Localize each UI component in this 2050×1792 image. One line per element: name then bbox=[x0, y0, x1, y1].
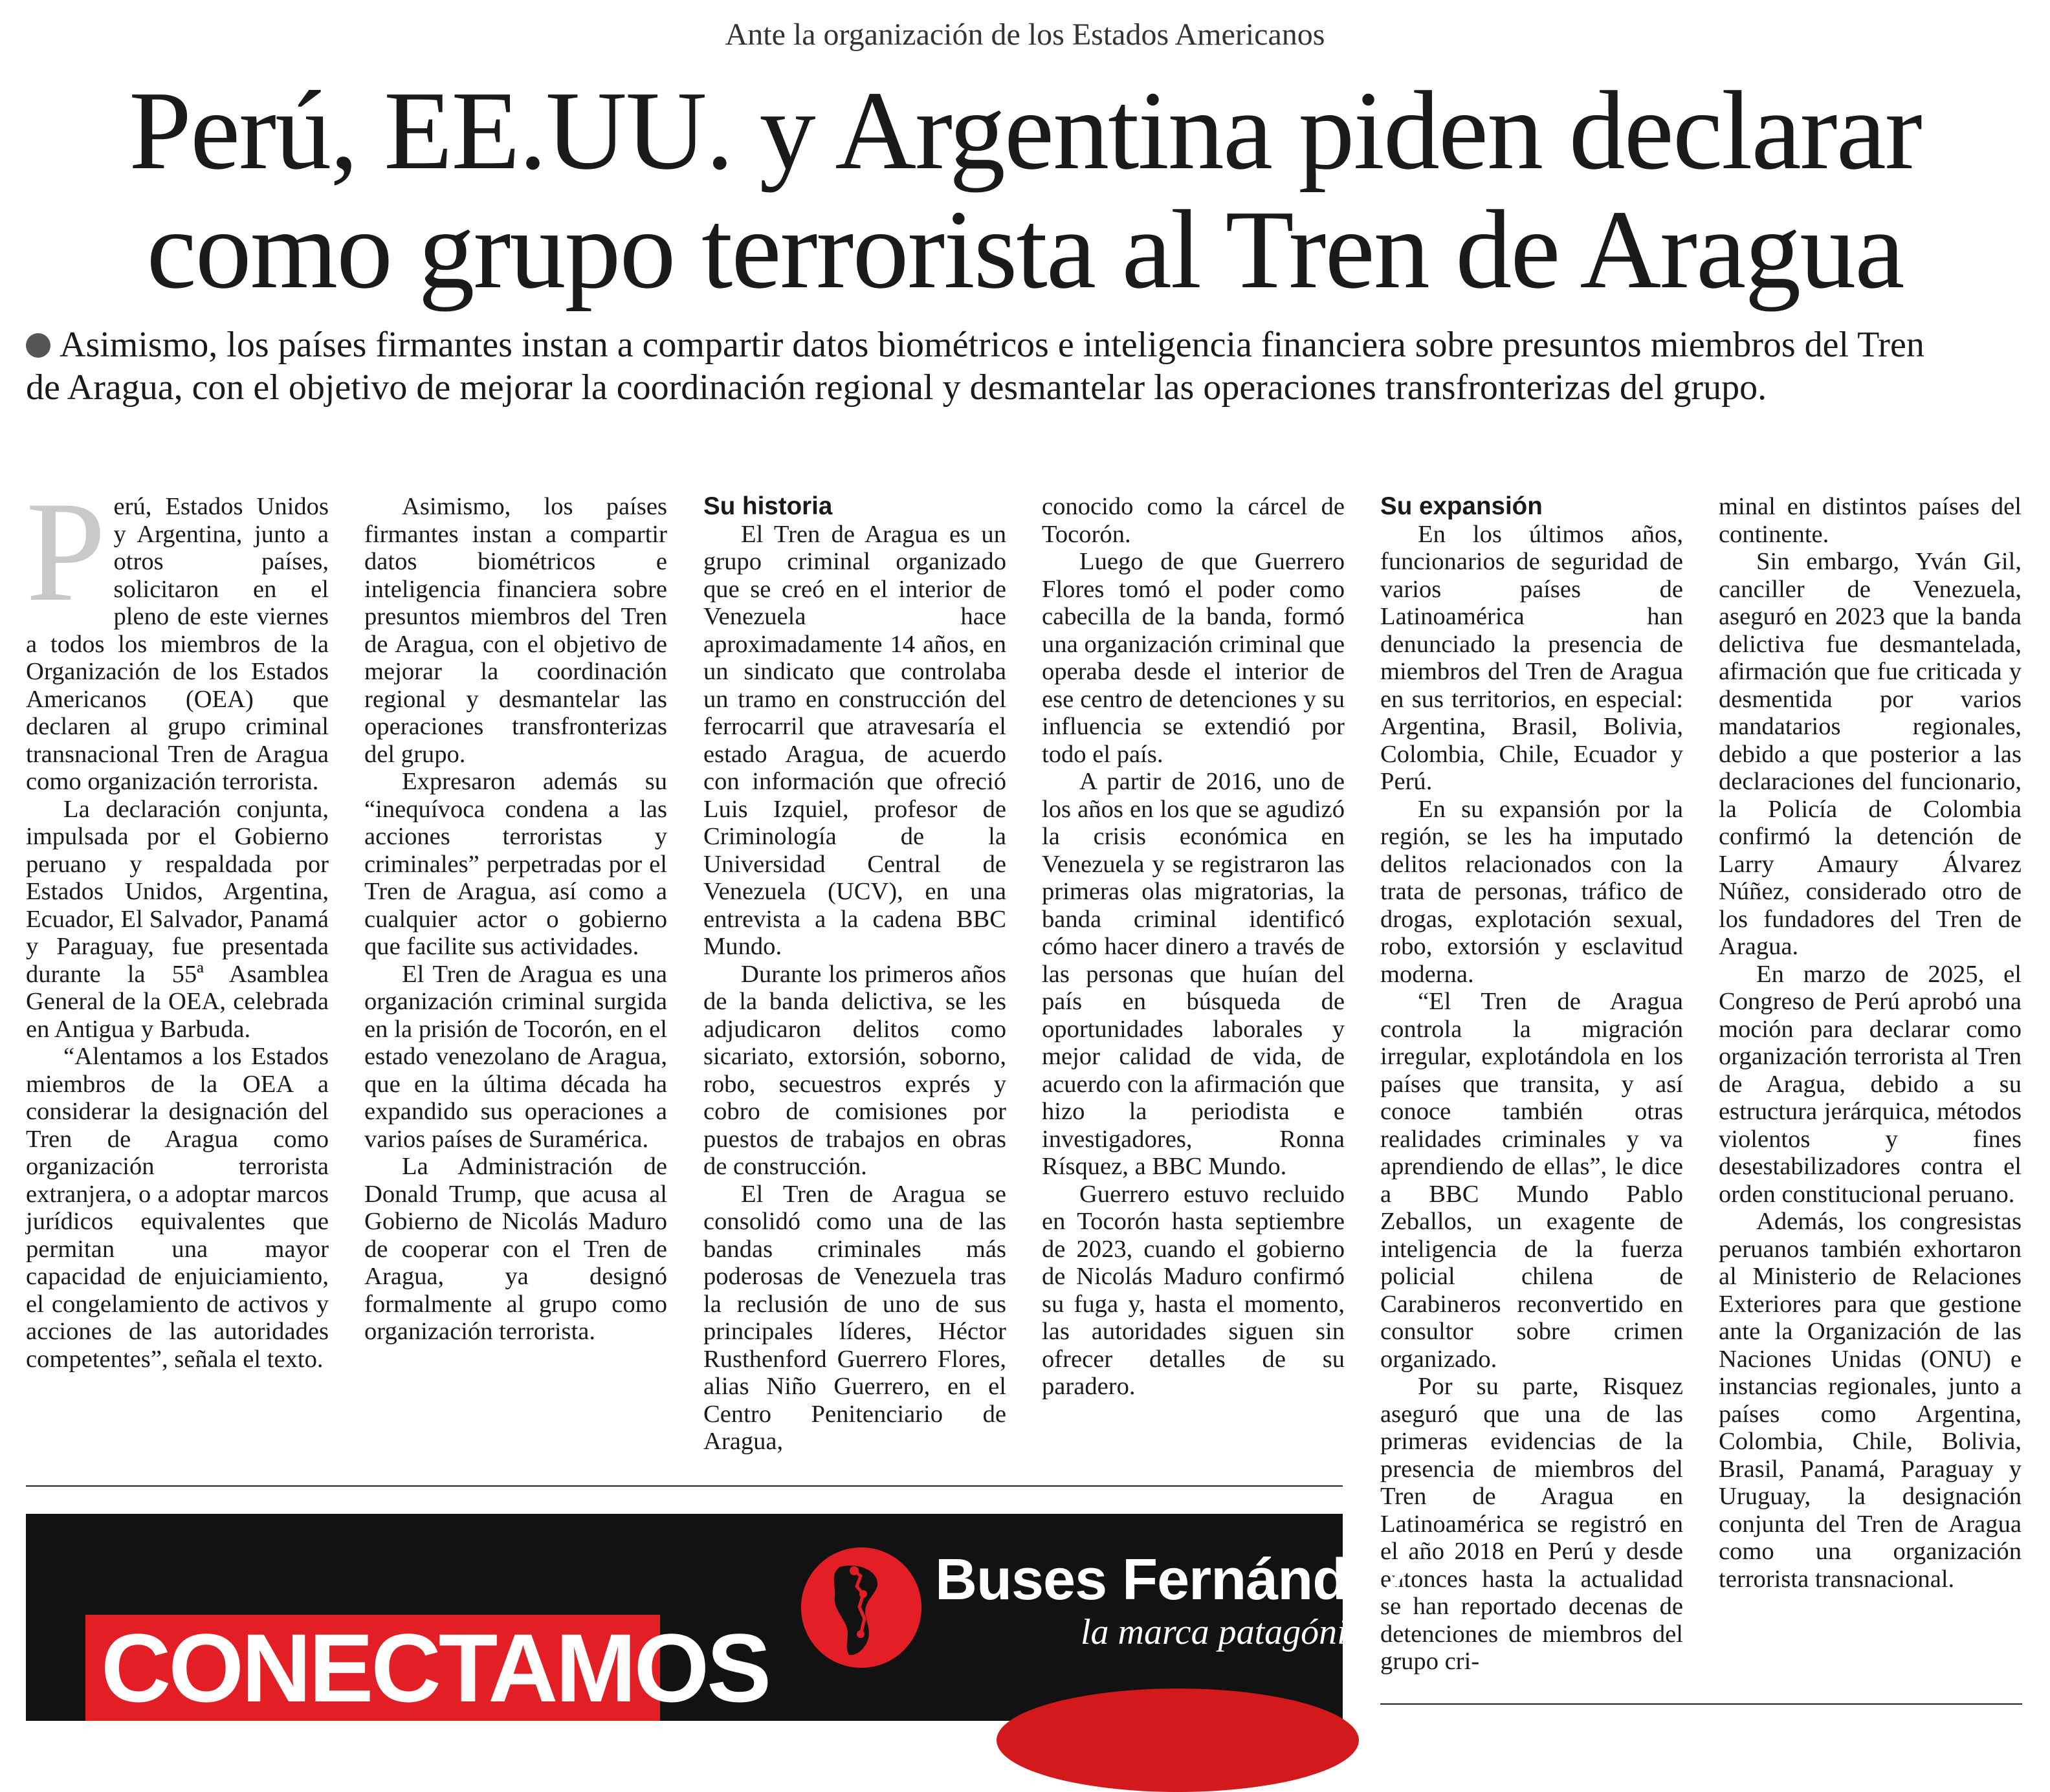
headline-line-2: como grupo terrorista al Tren de Aragua bbox=[146, 187, 1904, 312]
paragraph: Guerrero estuvo recluido en Tocorón hasta septiembre de 2023, cuando el gobierno de Nicolás Maduro confirmó su fuga y, hasta el momento, las autoridades siguen sin ofrecer detalles de su paradero. bbox=[1042, 1180, 1345, 1400]
bullet-icon bbox=[26, 333, 50, 358]
paragraph: A partir de 2016, uno de los años en los que se agudizó la crisis económica en Venezuela y se registraron las primeras olas migratorias, la banda criminal identificó cómo hacer dinero a través de las personas que huían del país en búsqueda de oportunidades laborales y mejor calidad de vida, de acuerdo con la afirmación que hizo la periodista e investigadores, Ronna Rísquez, a BBC Mundo. bbox=[1042, 768, 1345, 1180]
article-column-3 bbox=[703, 493, 1006, 1456]
article-column-2 bbox=[364, 493, 667, 1346]
ad-tagline: la marca patagónica bbox=[1081, 1612, 1382, 1652]
paragraph: Durante los primeros años de la banda delictiva, se les adjudicaron delitos como sicariato, extorsión, soborno, robo, secuestros exprés y cobro de comisiones por puestos de trabajos en obras de construcción. bbox=[703, 960, 1006, 1180]
article-headline bbox=[0, 68, 2050, 312]
paragraph: El Tren de Aragua es un grupo criminal organizado que se creó en el interior de Venezuela hace aproximadamente 14 años, en un sindicato que controlaba un tramo en construcción del ferrocarril que atravesaría el estado Aragua, de acuerdo con información que ofreció Luis Izquiel, profesor de Criminología de la Universidad Central de Venezuela (UCV), en una entrevista a la cadena BBC Mundo. bbox=[703, 520, 1006, 960]
article-kicker: Ante la organización de los Estados Americanos bbox=[725, 17, 1325, 52]
paragraph: En marzo de 2025, el Congreso de Perú aprobó una moción para declarar como organización terrorista al Tren de Aragua, debido a su estructura jerárquica, métodos violentos y fines desestabilizadores contra el orden constitucional peruano. bbox=[1719, 960, 2022, 1208]
patagonia-map-icon bbox=[801, 1547, 921, 1668]
article-column-1 bbox=[26, 472, 329, 1373]
paragraph: Asimismo, los países firmantes instan a compartir datos biométricos e inteligencia financiera sobre presuntos miembros del Tren de Aragua, con el objetivo de mejorar la coordinación regional y desmantelar las operaciones transfronterizas del grupo. bbox=[364, 493, 667, 768]
paragraph: Perú, Estados Unidos y Argentina, junto a otros países, solicitaron en el pleno de este viernes a todos los miembros de la Organización de los Estados Americanos (OEA) que declaren al grupo criminal transnacional Tren de Aragua como organización terrorista. bbox=[26, 472, 329, 795]
paragraph: conocido como la cárcel de Tocorón. bbox=[1042, 493, 1345, 548]
paragraph: En su expansión por la región, se les ha imputado delitos relacionados con la trata de personas, tráfico de drogas, explotación sexual, robo, extorsión y esclavitud moderna. bbox=[1380, 795, 1683, 988]
divider bbox=[26, 1485, 1343, 1487]
summary-text: Asimismo, los países firmantes instan a compartir datos biométricos e inteligencia financiera sobre presuntos miembros del Tren de Aragua, con el objetivo de mejorar la coordinación regional y desmantelar las operaciones transfronterizas del grupo. bbox=[26, 325, 1924, 408]
paragraph: Sin embargo, Yván Gil, canciller de Venezuela, aseguró en 2023 que la banda delictiva fue desmantelada, afirmación que fue criticada y desmentida por varios mandatarios regionales, debido a que posterior a las declaraciones del funcionario, la Policía de Colombia confirmó la detención de Larry Amaury Álvarez Núñez, considerado otro de los fundadores del Tren de Aragua. bbox=[1719, 548, 2022, 960]
paragraph: Luego de que Guerrero Flores tomó el poder como cabecilla de la banda, formó una organización criminal que operaba desde el interior de ese centro de detenciones y su influencia se extendió por todo el país. bbox=[1042, 548, 1345, 768]
section-heading-historia: Su historia bbox=[703, 492, 833, 520]
paragraph: “El Tren de Aragua controla la migración irregular, explotándola en los países que transita, y así conoce también otras realidades criminales y va aprendiendo de ellas”, le dice a BBC Mundo Pablo Zeballos, un exagente de inteligencia de la fuerza policial chilena de Carabineros reconvertido en consultor sobre crimen organizado. bbox=[1380, 988, 1683, 1373]
ad-slogan: CONECTAMOS bbox=[85, 1615, 660, 1721]
paragraph: Además, los congresistas peruanos también exhortaron al Ministerio de Relaciones Exteriores para que gestione ante la Organización de las Naciones Unidas (ONU) e instancias regionales, junto a países como Argentina, Colombia, Chile, Bolivia, Brasil, Panamá, Paraguay y Uruguay, la designación conjunta del Tren de Aragua como una organización terrorista transnacional. bbox=[1719, 1208, 2022, 1593]
decorative-glow bbox=[997, 1688, 1359, 1792]
article-column-5 bbox=[1380, 493, 1683, 1676]
article-column-4 bbox=[1042, 493, 1345, 1401]
article-summary bbox=[26, 323, 1941, 409]
divider bbox=[1380, 1703, 2022, 1705]
section-heading-expansion: Su expansión bbox=[1380, 492, 1543, 520]
paragraph: En los últimos años, funcionarios de seguridad de varios países de Latinoamérica han denunciado la presencia de miembros del Tren de Aragua en sus territorios, en especial: Argentina, Brasil, Bolivia, Colombia, Chile, Ecuador y Perú. bbox=[1380, 520, 1683, 795]
paragraph: minal en distintos países del continente. bbox=[1719, 493, 2022, 548]
ad-brand: Buses Fernández bbox=[935, 1547, 1408, 1612]
paragraph: “Alentamos a los Estados miembros de la OEA a considerar la designación del Tren de Aragua como organización terrorista extranjera, o a adoptar marcos jurídicos equivalentes que permitan una mayor capacidad de enjuiciamiento, el congelamiento de activos y acciones de las autoridades competentes”, señala el texto. bbox=[26, 1043, 329, 1373]
article-column-6 bbox=[1719, 493, 2022, 1593]
paragraph: Expresaron además su “inequívoca condena a las acciones terroristas y criminales” perpetradas por el Tren de Aragua, así como a cualquier actor o gobierno que facilite sus actividades. bbox=[364, 768, 667, 960]
advertisement-banner[interactable] bbox=[26, 1514, 1408, 1722]
paragraph: La declaración conjunta, impulsada por el Gobierno peruano y respaldada por Estados Unidos, Argentina, Ecuador, El Salvador, Panamá y Paraguay, fue presentada durante la 55ª Asamblea General de la OEA, celebrada en Antigua y Barbuda. bbox=[26, 795, 329, 1043]
paragraph: La Administración de Donald Trump, que acusa al Gobierno de Nicolás Maduro de cooperar con el Tren de Aragua, ya designó formalmente al grupo como organización terrorista. bbox=[364, 1153, 667, 1345]
drop-cap: P bbox=[26, 472, 106, 631]
paragraph: El Tren de Aragua se consolidó como una de las bandas criminales más poderosas de Venezuela tras la reclusión de uno de sus principales líderes, Héctor Rusthenford Guerrero Flores, alias Niño Guerrero, en el Centro Penitenciario de Aragua, bbox=[703, 1180, 1006, 1455]
paragraph: El Tren de Aragua es una organización criminal surgida en la prisión de Tocorón, en el estado venezolano de Aragua, que en la última década ha expandido sus operaciones a varios países de Suramérica. bbox=[364, 960, 667, 1153]
headline-line-1: Perú, EE.UU. y Argentina piden declarar bbox=[129, 68, 1921, 193]
paragraph: Por su parte, Risquez aseguró que una de las primeras evidencias de la presencia de miembros del Tren de Aragua en Latinoamérica se registró en el año 2018 en Perú y desde entonces hasta la actualidad se han reportado decenas de detenciones de miembros del grupo cri- bbox=[1380, 1373, 1683, 1675]
